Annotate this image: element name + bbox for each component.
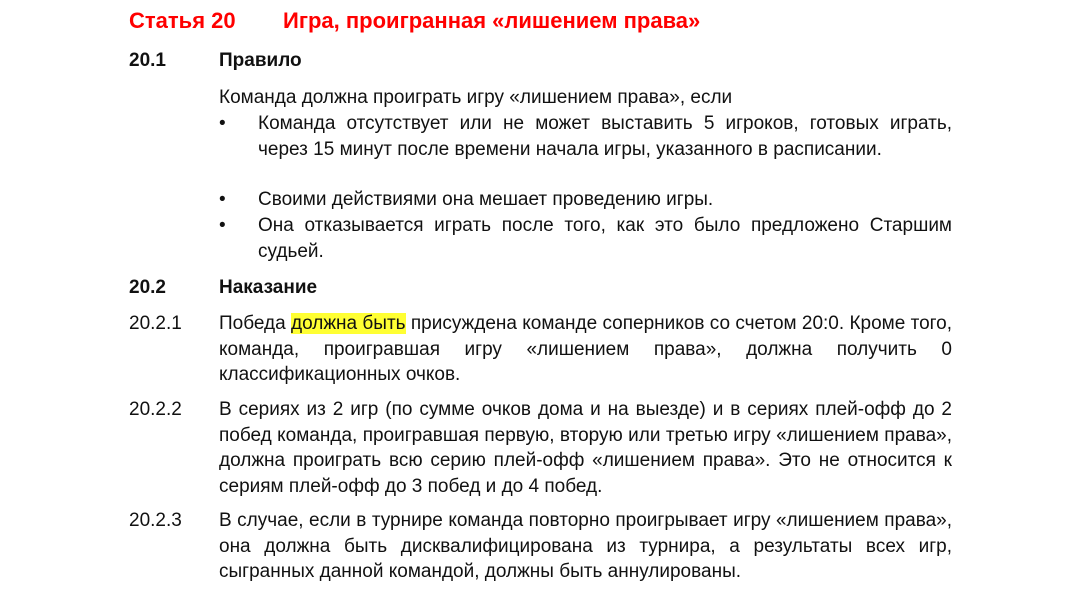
- rule-bullet-2: [219, 187, 952, 213]
- rule-bullet-1: [219, 111, 952, 162]
- bullet-icon: •: [219, 113, 226, 134]
- clause-number-20-2-1: 20.2.1: [129, 313, 182, 334]
- bullet-icon: •: [219, 215, 226, 236]
- clause-text-20-2-1: [219, 311, 952, 388]
- bullet-icon: •: [219, 189, 226, 210]
- clause-text-pre: Победа: [219, 313, 292, 334]
- highlighted-text: должна быть: [291, 313, 406, 334]
- article-title: [129, 8, 700, 34]
- clause-text-20-2-3: В случае, если в турнире команда повторно проигрывает игру «лишением права», она должна быть дисквалифицирована из турнира, а результаты всех игр, сыгранных данной командой, должны быть аннулированы.: [219, 510, 952, 582]
- rule-bullet-3: [219, 213, 952, 264]
- bullet-text: Она отказывается играть после того, как это было предложено Старшим судьей.: [258, 215, 952, 262]
- section-heading-penalty: Наказание: [219, 277, 318, 298]
- article-title-text: Игра, проигранная «лишением права»: [283, 8, 701, 33]
- rule-intro: Команда должна проиграть игру «лишением права», если: [219, 87, 733, 108]
- section-heading-rule: Правило: [219, 50, 302, 71]
- article-number: Статья 20: [129, 8, 236, 33]
- section-number-20-2: 20.2: [129, 277, 166, 298]
- bullet-text: Своими действиями она мешает проведению игры.: [258, 189, 714, 210]
- clause-number-20-2-2: 20.2.2: [129, 399, 182, 420]
- clause-text-post: присуждена команде соперников со счетом 20:0. Кроме того, команда, проигравшая игру «лишением права», должна получить 0 классификационных очков.: [219, 313, 952, 385]
- clause-number-20-2-3: 20.2.3: [129, 510, 182, 531]
- bullet-text: Команда отсутствует или не может выставить 5 игроков, готовых играть, через 15 минут после времени начала игры, указанного в расписании.: [258, 113, 952, 160]
- section-number-20-1: 20.1: [129, 50, 166, 71]
- clause-text-20-2-2: В сериях из 2 игр (по сумме очков дома и на выезде) и в сериях плей-офф до 2 побед команда, проигравшая первую, вторую или третью игру «лишением права», должна проиграть всю серию плей-офф «лишением права». Это не относится к сериям плей-офф до 3 побед и до 4 побед.: [219, 399, 952, 497]
